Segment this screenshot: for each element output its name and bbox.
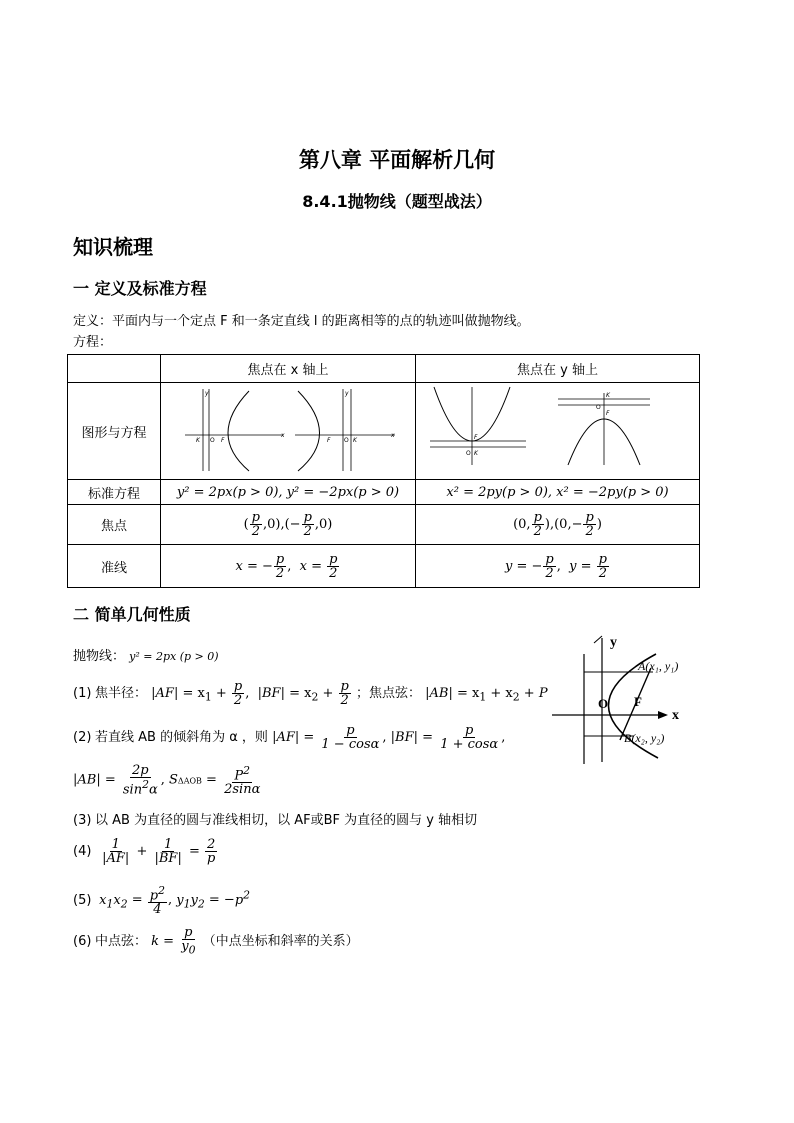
fig-x2-o-label: O xyxy=(344,437,349,444)
page-title: 第八章 平面解析几何 xyxy=(298,148,496,172)
standard-eq-y: x² = 2py(p > 0), x² = −2py(p > 0) xyxy=(416,480,700,505)
item-6-note: （中点坐标和斜率的关系） xyxy=(202,933,359,949)
figure-x-cell xyxy=(161,383,416,480)
fig-y1-o-label: O xyxy=(465,450,471,457)
item-4-number: (4) xyxy=(73,844,92,859)
row-label-figure: 图形与方程 xyxy=(68,383,161,480)
fig-x-axis-label: x xyxy=(672,708,679,723)
item-1-text: 焦半径： xyxy=(95,686,148,701)
fig-x1-k-label: K xyxy=(196,437,200,444)
parabola-x-figure xyxy=(173,385,403,473)
definition-text: 定义：平面内与一个定点 F 和一条定直线 l 的距离相等的点的轨迹叫做抛物线。 xyxy=(73,314,530,329)
parabola-equation: y² = 2px (p > 0) xyxy=(129,650,219,663)
section-heading-properties: 二 简单几何性质 xyxy=(73,605,191,624)
figure-y-cell xyxy=(416,383,700,480)
directrix-x-cell: x = − $\frac{p}{2}$ , x = $\frac{p}{2}$ xyxy=(161,545,416,588)
fig-y1-f-label: F xyxy=(473,434,477,441)
fig-x2-f-label: F xyxy=(327,437,331,444)
item-3-number: (3) xyxy=(73,813,92,828)
directrix-y-cell: y = − $\frac{p}{2}$ , y = $\frac{p}{2}$ xyxy=(416,545,700,588)
property-item-3 xyxy=(73,809,477,828)
section-heading-main: 知识梳理 xyxy=(73,235,153,259)
parabola-line xyxy=(73,645,219,664)
page-subtitle: 8.4.1抛物线（题型战法） xyxy=(302,192,492,211)
row-label-directrix: 准线 xyxy=(68,545,161,588)
property-item-2: (2) 若直线 AB 的倾斜角为 α ，则 |AF| = $\frac{p}{1 - \cos\alpha}$ , |BF| = $\frac{p}{1 + \cos\alpha}$ , xyxy=(73,723,506,752)
fig-point-a-label: A(x₁, y₁) xyxy=(638,659,679,673)
focus-y-cell: (0, $\frac{p}{2}$ ),(0,− $\frac{p}{2}$ ) xyxy=(416,505,700,545)
focal-chord-figure xyxy=(548,632,708,767)
property-item-4: (4) $\frac{1}{|AF|}$ + $\frac{1}{|BF|}$ = $\frac{2}{p}$ xyxy=(73,837,216,866)
item-2-number: (2) xyxy=(73,730,92,745)
equation-label: 方程： xyxy=(73,335,113,350)
parabola-table xyxy=(67,354,700,588)
col-header-x: 焦点在 x 轴上 xyxy=(161,355,416,383)
standard-eq-x: y² = 2px(p > 0), y² = −2px(p > 0) xyxy=(161,480,416,505)
item-1-chord-text: ；焦点弦： xyxy=(356,686,422,701)
fig-y-axis-label: y xyxy=(610,635,617,650)
fig-origin-label: O xyxy=(598,696,609,711)
fig-x2-k-label: K xyxy=(353,437,357,444)
fig-x2-y-label: y xyxy=(345,390,349,397)
item-6-text: 中点弦： xyxy=(95,933,148,949)
parabola-y-figure xyxy=(428,385,688,473)
item-2-text: 若直线 AB 的倾斜角为 α ，则 xyxy=(95,730,268,745)
item-5-number: (5) xyxy=(73,892,92,908)
fig-x1-x-label: x xyxy=(281,432,285,439)
row-label-standard: 标准方程 xyxy=(68,480,161,505)
item-3-text: 以 AB 为直径的圆与准线相切，以 AF或BF 为直径的圆与 y 轴相切 xyxy=(95,813,478,828)
fig-x2-x-label: x xyxy=(391,432,395,439)
fig-x1-y-label: y xyxy=(205,390,209,397)
property-item-2-formulas: |AB| = $\frac{2p}{\sin^2\alpha}$ , SΔAOB = $\frac{P^2}{2\sin\alpha}$ xyxy=(73,763,261,798)
fig-y1-k-label: K xyxy=(473,450,478,457)
fig-y2-o-label: O xyxy=(595,404,601,411)
table-corner-cell xyxy=(68,355,161,383)
fig-x1-f-label: F xyxy=(221,437,225,444)
item-1-number: (1) xyxy=(73,686,92,701)
focus-x-cell: ( $\frac{p}{2}$ ,0),(− $\frac{p}{2}$ ,0) xyxy=(161,505,416,545)
parabola-label: 抛物线： xyxy=(73,649,126,664)
property-item-1: (1) 焦半径： $|AF| = x_1$ + $\frac{p}{2}$ , $|BF| = x_2$ + $\frac{p}{2}$ ；焦点弦： $|AB| = x_1 + x_2 + P$ xyxy=(73,679,548,708)
fig-y2-k-label: K xyxy=(605,392,610,399)
item-6-number: (6) xyxy=(73,933,92,949)
fig-focus-label: F xyxy=(634,694,642,709)
fig-point-b-label: B(x₂, y₂) xyxy=(624,731,665,745)
fig-x1-o-label: O xyxy=(210,437,215,444)
property-item-5: (5) $x_1x_2$ = $\frac{p^2}{4}$ , $y_1y_2 = -p^2$ xyxy=(73,884,251,918)
section-heading-definition: 一 定义及标准方程 xyxy=(73,279,207,298)
row-label-focus: 焦点 xyxy=(68,505,161,545)
fig-y2-f-label: F xyxy=(605,410,609,417)
property-item-6: (6) 中点弦： k = $\frac{p}{y_0}$ （中点坐标和斜率的关系） xyxy=(73,925,359,957)
col-header-y: 焦点在 y 轴上 xyxy=(416,355,700,383)
